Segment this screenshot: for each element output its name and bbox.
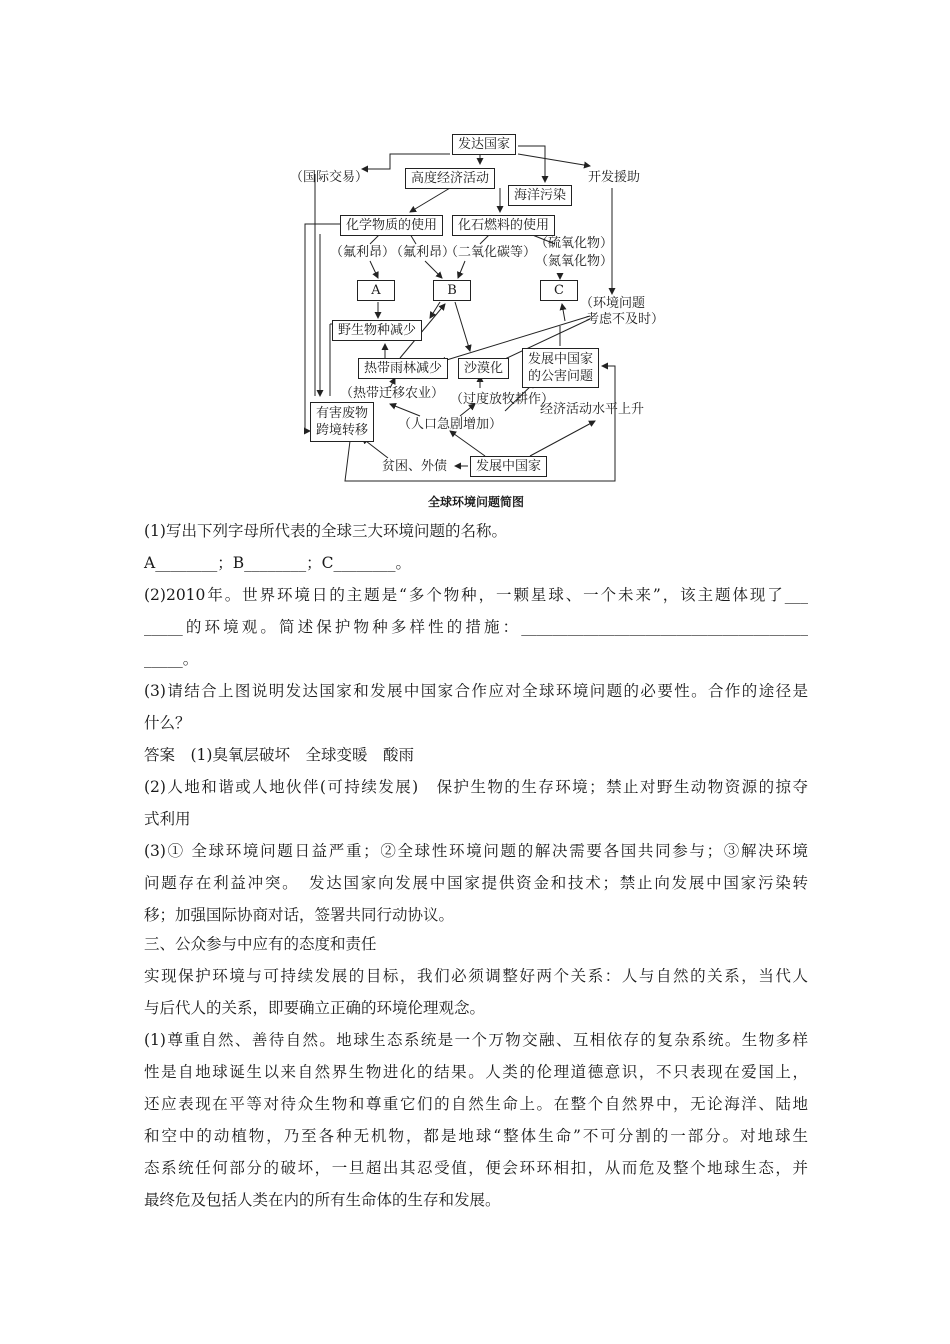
para-1-line-2: 与后代人的关系，即要确立正确的环境伦理观念。 bbox=[144, 999, 486, 1017]
node-co2: （二氧化碳等） bbox=[445, 245, 537, 260]
node-developed-countries: 发达国家 bbox=[452, 134, 516, 155]
node-intl-trade: （国际交易） bbox=[290, 170, 369, 185]
node-developing-countries: 发展中国家 bbox=[470, 456, 547, 477]
question-2-line-1: (2)2010年。世界环境日的主题是“多个物种，一颗星球、一个未来”，该主题体现了___ bbox=[144, 586, 808, 604]
global-environment-diagram bbox=[290, 126, 665, 494]
para-1-line-1: 实现保护环境与可持续发展的目标，我们必须调整好两个关系：人与自然的关系，当代人 bbox=[144, 967, 808, 985]
node-sulfur-oxides: （硫氧化物） bbox=[535, 236, 614, 251]
question-2-line-2: _____的环境观。简述保护物种多样性的措施：_____________________________________ bbox=[144, 618, 808, 636]
node-tropical-agriculture: （热带迁移农业） bbox=[340, 386, 445, 401]
pollution-line-2: 的公害问题 bbox=[528, 369, 594, 384]
para-2-line-2: 性是自地球诞生以来自然界生物进化的结果。人类的伦理道德意识，不只表现在爱国上， bbox=[144, 1063, 808, 1081]
answer-2-line-1: (2)人地和谐或人地伙伴(可持续发展) 保护生物的生存环境；禁止对野生动物资源的掠夺 bbox=[144, 778, 808, 796]
node-poverty-debt: 贫困、外债 bbox=[382, 459, 448, 474]
diagram-caption: 全球环境问题简图 bbox=[428, 495, 525, 509]
node-ocean-pollution: 海洋污染 bbox=[508, 185, 572, 206]
question-2-line-3: _____。 bbox=[144, 650, 199, 668]
answer-3-line-3: 移；加强国际协商对话，签署共同行动协议。 bbox=[144, 906, 455, 924]
node-c: C bbox=[540, 280, 578, 301]
node-hazardous-waste bbox=[310, 402, 374, 442]
pollution-line-1: 发展中国家 bbox=[528, 352, 594, 367]
para-2-line-5: 态系统任何部分的破坏，一旦超出其忍受值，便会环环相扣，从而危及整个地球生态，并 bbox=[144, 1159, 808, 1177]
answer-3-line-1: (3)① 全球环境问题日益严重；②全球性环境问题的解决需要各国共同参与；③解决环境 bbox=[144, 842, 808, 860]
node-env-issue-2: 考虑不及时） bbox=[586, 312, 665, 327]
node-development-aid: 开发援助 bbox=[588, 170, 641, 185]
node-rainforest-decline: 热带雨林减少 bbox=[358, 358, 448, 379]
node-env-issue-1: （环境问题 bbox=[580, 296, 646, 311]
question-block bbox=[144, 518, 808, 1213]
question-3-line-1: (3)请结合上图说明发达国家和发展中国家合作应对全球环境问题的必要性。合作的途径是 bbox=[144, 682, 808, 700]
node-b: B bbox=[433, 280, 471, 301]
node-fossil-fuel-use: 化石燃料的使用 bbox=[452, 215, 555, 236]
waste-line-1: 有害废物 bbox=[316, 406, 369, 421]
para-2-line-1: (1)尊重自然、善待自然。地球生态系统是一个万物交融、互相依存的复杂系统。生物多样 bbox=[144, 1031, 808, 1049]
node-freon-1: （氟利昂） bbox=[330, 245, 396, 260]
node-freon-2: （氟利昂） bbox=[390, 245, 456, 260]
answer-3-line-2: 问题存在利益冲突。 发达国家向发展中国家提供资金和技术；禁止向发展中国家污染转 bbox=[144, 874, 808, 892]
para-2-line-3: 还应表现在平等对待众生物和尊重它们的自然生命上。在整个自然界中，无论海洋、陆地 bbox=[144, 1095, 808, 1113]
waste-line-2: 跨境转移 bbox=[316, 423, 369, 438]
para-2-line-4: 和空中的动植物，乃至各种无机物，都是地球“整体生命”不可分割的一部分。对地球生 bbox=[144, 1127, 808, 1145]
node-economic-activity: 高度经济活动 bbox=[405, 168, 495, 189]
node-chemical-use: 化学物质的使用 bbox=[340, 215, 443, 236]
para-2-line-6: 最终危及包括人类在内的所有生命体的生存和发展。 bbox=[144, 1191, 501, 1209]
question-1: (1)写出下列字母所代表的全球三大环境问题的名称。 bbox=[144, 522, 507, 540]
question-3-line-2: 什么？ bbox=[144, 714, 191, 732]
node-wildlife-decline: 野生物种减少 bbox=[332, 320, 422, 341]
node-developing-pollution bbox=[522, 348, 599, 388]
node-overgrazing: （过度放牧耕作） bbox=[450, 392, 555, 407]
answer-2-line-2: 式利用 bbox=[144, 810, 191, 828]
answer-line-1: 答案 (1)臭氧层破坏 全球变暖 酸雨 bbox=[144, 746, 414, 764]
section-3-heading: 三、公众参与中应有的态度和责任 bbox=[144, 935, 377, 953]
node-population-growth: （人口急剧增加） bbox=[398, 417, 503, 432]
question-1-blanks: A________；B________；C________。 bbox=[144, 554, 411, 572]
node-nitrogen-oxides: （氮氧化物） bbox=[535, 254, 614, 269]
node-a: A bbox=[357, 280, 395, 301]
node-desertification: 沙漠化 bbox=[458, 358, 509, 379]
node-economic-rise: 经济活动水平上升 bbox=[540, 402, 645, 417]
